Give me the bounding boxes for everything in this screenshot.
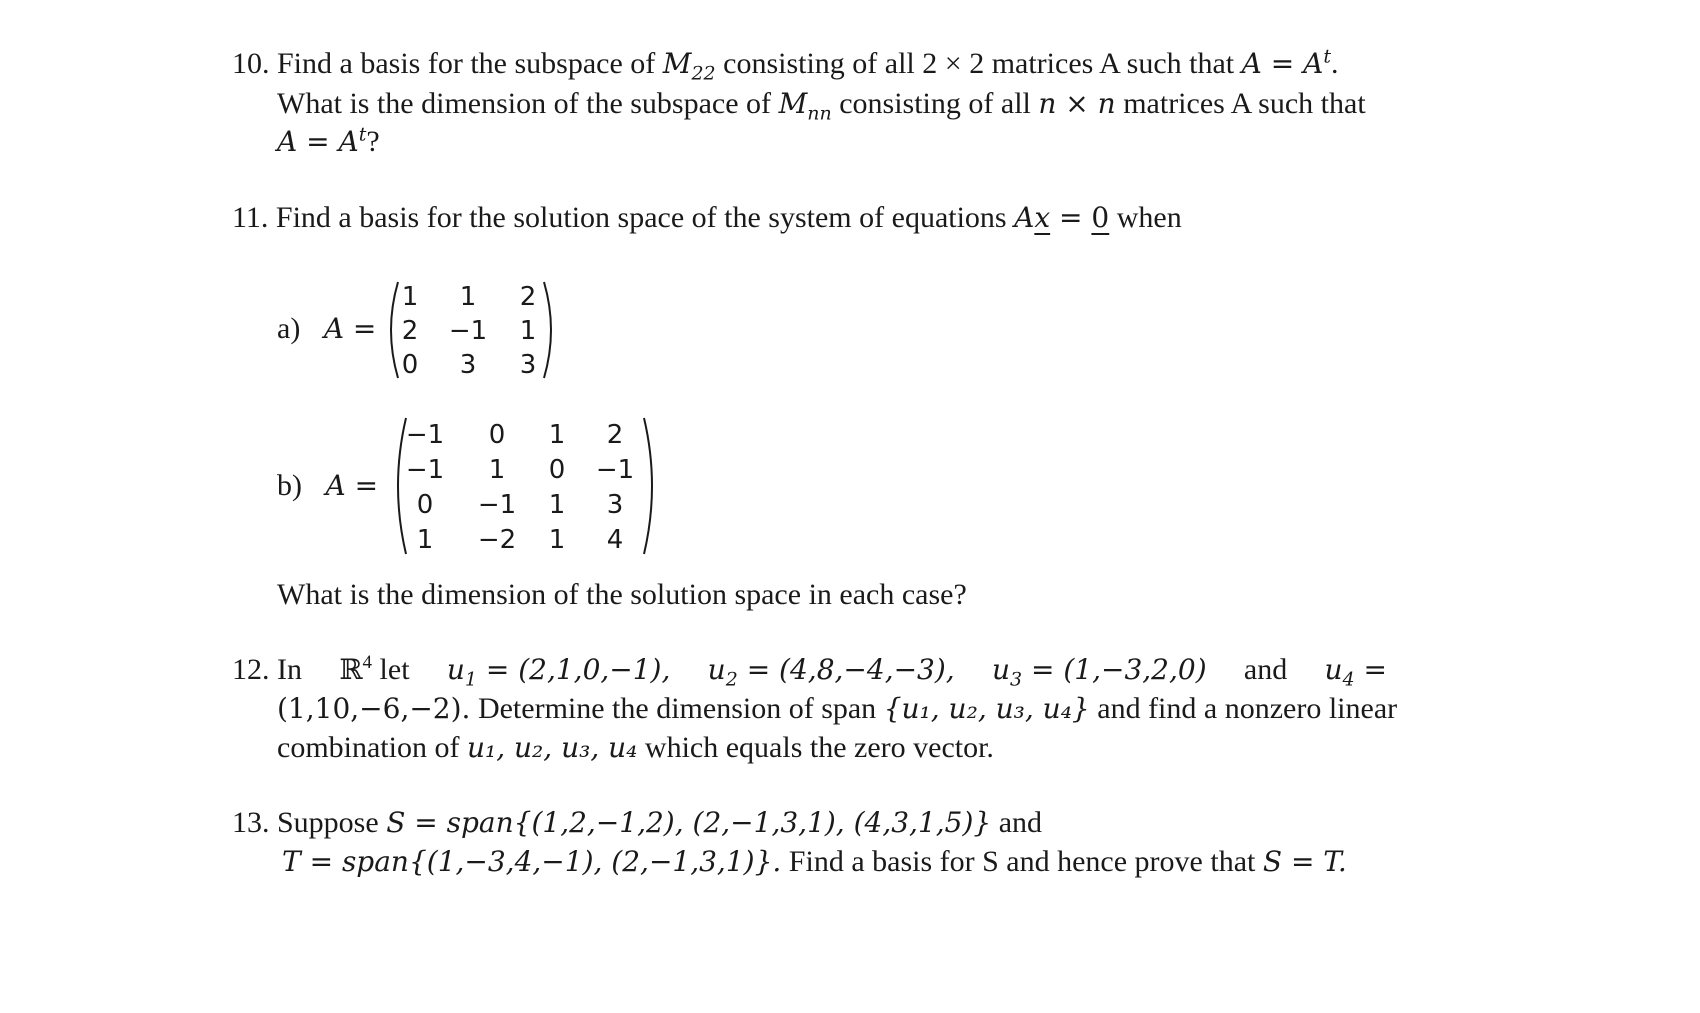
q12-u1: $u_1 = (2,1,0,-1)$,	[446, 653, 671, 691]
q11-b-label: b)	[277, 469, 302, 502]
matrix-cell: 1	[459, 282, 477, 312]
matrix-cell: 1	[548, 525, 566, 555]
q10-M: $M_{22}$	[662, 47, 716, 85]
q13-S-def: S = span{(1,2,−1,2), (2,−1,3,1), (4,3,1,5)}	[386, 806, 992, 839]
q12-R-sup: 4	[362, 652, 373, 673]
matrix-cell: −1	[405, 420, 445, 450]
q10-line1	[232, 45, 1339, 85]
q12-and: and	[1243, 653, 1288, 686]
q12-R: ℝ	[339, 653, 363, 686]
q13-number: 13.	[232, 806, 270, 839]
q12-u4: $u_4$ =	[1324, 653, 1387, 691]
matrix-cell: 1	[519, 316, 537, 346]
q11-Ax: Ax	[1014, 201, 1051, 234]
matrix-cell: 3	[519, 350, 537, 380]
matrix-cell: 0	[488, 420, 506, 450]
q11-zero: 0	[1091, 201, 1110, 234]
matrix-cell: −1	[448, 316, 488, 346]
q11-when: when	[1116, 201, 1182, 234]
q12-u2: $u_2 = (4,8,-4,-3)$,	[707, 653, 955, 691]
matrix-cell: 1	[488, 455, 506, 485]
q11-b-label-line	[277, 468, 378, 504]
q12-line3-vecs: u₁, u₂, u₃, u₄	[466, 731, 638, 764]
matrix-cell: 3	[459, 350, 477, 380]
q11-text: Find a basis for the solution space of the system of equations	[275, 201, 1007, 234]
q11-number: 11.	[232, 201, 269, 234]
matrix-cell: 1	[401, 282, 419, 312]
q10-end: .	[1331, 47, 1339, 80]
matrix-cell: −1	[595, 455, 635, 485]
q12-line2-end: and find a nonzero linear	[1097, 692, 1398, 725]
q10-number: 10.	[232, 47, 270, 80]
q12-u4-val: (1,10,−6,−2).	[277, 692, 471, 725]
matrix-cell: 2	[519, 282, 537, 312]
q10-line3-eq: $A = A^t$	[277, 123, 367, 158]
q12-in: In	[277, 653, 302, 686]
matrix-b	[395, 418, 645, 558]
q13-S-eq-T: S = T.	[1262, 845, 1347, 878]
matrix-cell: 2	[606, 420, 624, 450]
q12-span-set: {u₁, u₂, u₃, u₄}	[883, 692, 1090, 725]
q10-Mnn: $M_{nn}$	[778, 87, 832, 125]
q10-nxn: n × n	[1038, 87, 1116, 120]
matrix-cell: −1	[405, 455, 445, 485]
q12-let: let	[379, 653, 410, 686]
matrix-cell: 3	[606, 490, 624, 520]
matrix-cell: 0	[401, 350, 419, 380]
q10-line3	[277, 124, 380, 160]
matrix-cell: 1	[548, 420, 566, 450]
q12-u3: $u_3 = (1,-3,2,0)$	[991, 653, 1207, 691]
q12-line3-a: combination of	[277, 731, 460, 764]
q11-a-label-line	[277, 311, 376, 347]
q11-a-Aeq: A =	[323, 312, 377, 345]
matrix-cell: 2	[401, 316, 419, 346]
matrix-cell: −2	[477, 525, 517, 555]
q11-eq: =	[1050, 201, 1092, 234]
q13-suppose: Suppose	[277, 806, 379, 839]
q12-line3-b: which equals the zero vector.	[644, 731, 994, 764]
q11-b-Aeq: A =	[325, 469, 379, 502]
q13-and: and	[998, 806, 1043, 839]
q12-line2-text: Determine the dimension of span	[477, 692, 877, 725]
q10-eq: =	[1261, 47, 1304, 80]
q10-text2: consisting of all 2 × 2 matrices A such that	[723, 47, 1235, 80]
matrix-cell: 1	[548, 490, 566, 520]
q13-line1	[232, 805, 1042, 841]
q10-line2-c: matrices A such that	[1123, 87, 1366, 120]
q10-line2-a: What is the dimension of the subspace of	[277, 87, 772, 120]
matrix-cell: 1	[416, 525, 434, 555]
q13-T-def: T = span{(1,−3,4,−1), (2,−1,3,1)}.	[282, 845, 782, 878]
matrix-a	[380, 280, 560, 380]
q11-followup: What is the dimension of the solution space in each case?	[277, 578, 967, 611]
q13-line2-text: Find a basis for S and hence prove that	[788, 845, 1256, 878]
q11-a-label: a)	[277, 312, 301, 345]
q11-line1	[232, 200, 1182, 236]
q10-line2	[277, 86, 1366, 125]
q10-line2-b: consisting of all	[839, 87, 1031, 120]
matrix-cell: 4	[606, 525, 624, 555]
matrix-cell: 0	[548, 455, 566, 485]
q10-text1: Find a basis for the subspace of	[277, 47, 656, 80]
q12-line3	[277, 730, 994, 766]
q12-number: 12.	[232, 653, 270, 686]
q12-line1	[232, 652, 1387, 691]
q10-A: A	[1241, 47, 1262, 80]
q13-line2	[282, 844, 1347, 880]
matrix-cell: 0	[416, 490, 434, 520]
q10-A2: $A^t$	[1303, 45, 1332, 80]
q12-line2	[277, 691, 1397, 727]
matrix-cell: −1	[477, 490, 517, 520]
q10-line3-end: ?	[366, 125, 380, 158]
